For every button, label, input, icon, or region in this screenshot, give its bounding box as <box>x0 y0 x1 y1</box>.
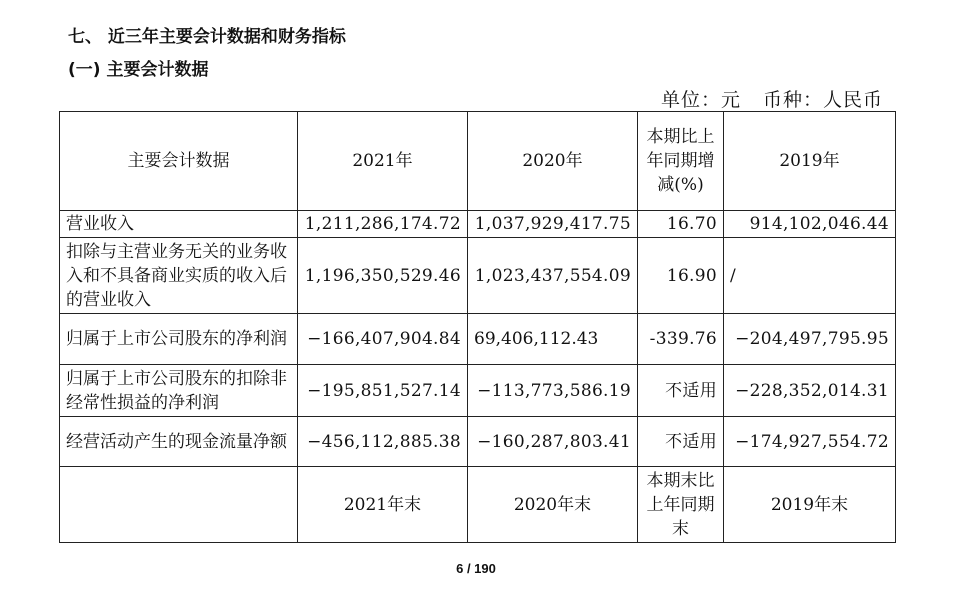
footer-header-cell-item <box>60 467 298 543</box>
row-label: 归属于上市公司股东的净利润 <box>60 314 298 365</box>
section-title: 七、 近三年主要会计数据和财务指标 <box>68 27 346 47</box>
table-row <box>60 211 896 238</box>
footer-header-cell-2021: 2021年末 <box>298 467 468 543</box>
footer-header-cell-2020: 2020年末 <box>468 467 638 543</box>
cell-2020: 1,037,929,417.75 <box>468 211 638 238</box>
table-header-row <box>60 112 896 211</box>
cell-2020: 1,023,437,554.09 <box>468 238 638 314</box>
cell-2020: 69,406,112.43 <box>468 314 638 365</box>
cell-2019: / <box>724 238 896 314</box>
footer-header-cell-2019: 2019年末 <box>724 467 896 543</box>
cell-change: 不适用 <box>638 365 724 417</box>
header-cell-2021: 2021年 <box>298 112 468 211</box>
row-label: 扣除与主营业务无关的业务收入和不具备商业实质的收入后的营业收入 <box>60 238 298 314</box>
cell-2021: 1,196,350,529.46 <box>298 238 468 314</box>
cell-2021: −195,851,527.14 <box>298 365 468 417</box>
cell-2019: −204,497,795.95 <box>724 314 896 365</box>
table-row <box>60 365 896 417</box>
row-label: 归属于上市公司股东的扣除非经常性损益的净利润 <box>60 365 298 417</box>
table-footer-header-row <box>60 467 896 543</box>
cell-2019: 914,102,046.44 <box>724 211 896 238</box>
cell-change: -339.76 <box>638 314 724 365</box>
header-cell-item: 主要会计数据 <box>60 112 298 211</box>
currency-label: 币种：人民币 <box>762 89 883 111</box>
page-indicator: 6 / 190 <box>456 561 496 576</box>
cell-2019: −228,352,014.31 <box>724 365 896 417</box>
header-cell-change: 本期比上年同期增减(%) <box>638 112 724 211</box>
row-label: 营业收入 <box>60 211 298 238</box>
cell-2020: −160,287,803.41 <box>468 417 638 467</box>
unit-label: 单位：元 <box>660 89 741 111</box>
footer-header-cell-change: 本期末比上年同期末 <box>638 467 724 543</box>
unit-line <box>661 85 883 112</box>
header-cell-2020: 2020年 <box>468 112 638 211</box>
cell-change: 16.90 <box>638 238 724 314</box>
accounting-data-table <box>59 111 896 543</box>
cell-2021: −456,112,885.38 <box>298 417 468 467</box>
cell-2021: 1,211,286,174.72 <box>298 211 468 238</box>
header-cell-2019: 2019年 <box>724 112 896 211</box>
cell-2021: −166,407,904.84 <box>298 314 468 365</box>
table-row <box>60 238 896 314</box>
cell-2020: −113,773,586.19 <box>468 365 638 417</box>
cell-change: 不适用 <box>638 417 724 467</box>
cell-change: 16.70 <box>638 211 724 238</box>
subsection-title: (一) 主要会计数据 <box>68 60 209 80</box>
row-label: 经营活动产生的现金流量净额 <box>60 417 298 467</box>
table-row <box>60 314 896 365</box>
table-row <box>60 417 896 467</box>
cell-2019: −174,927,554.72 <box>724 417 896 467</box>
